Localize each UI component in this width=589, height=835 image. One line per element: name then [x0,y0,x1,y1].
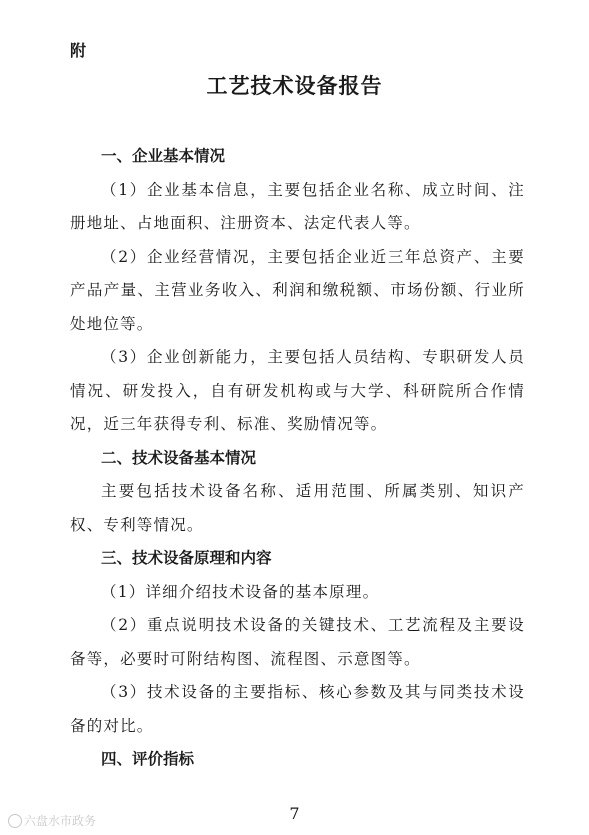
document-body [70,140,525,777]
paragraph-4: 主要包括技术设备名称、适用范围、所属类别、知识产权、专利等情况。 [70,482,525,534]
paragraph-6: （2）重点说明技术设备的关键技术、工艺流程及主要设备等，必要时可附结构图、流程图、示意图等。 [70,616,525,668]
paragraph-7: （3）技术设备的主要指标、核心参数及其与同类技术设备的对比。 [70,683,525,735]
paragraph-2: （2）企业经营情况，主要包括企业近三年总资产、主要产品产量、主营业务收入、利润和缴税额、市场份额、行业所处地位等。 [70,247,525,333]
paragraph-3: （3）企业创新能力，主要包括人员结构、专职研发人员情况、研发投入，自有研发机构或与大学、科研院所合作情况，近三年获得专利、标准、奖励情况等。 [70,348,525,433]
section-heading-1: 一、企业基本情况 [101,147,226,165]
paragraph-5: （1）详细介绍技术设备的基本原理。 [101,582,380,601]
watermark-text: 六盘水市政务 [24,814,97,828]
attachment-label: 附 [70,41,87,60]
page-title: 工艺技术设备报告 [206,73,383,98]
paragraph-1: （1）企业基本信息，主要包括企业名称、成立时间、注册地址、占地面积、注册资本、法定代表人等。 [70,180,525,232]
section-heading-3: 三、技术设备原理和内容 [101,549,272,567]
section-heading-4: 四、评价指标 [101,750,195,768]
watermark [8,812,96,829]
watermark-logo-icon [8,814,22,828]
section-heading-2: 二、技术设备基本情况 [101,448,257,467]
page-number: 7 [289,804,300,823]
